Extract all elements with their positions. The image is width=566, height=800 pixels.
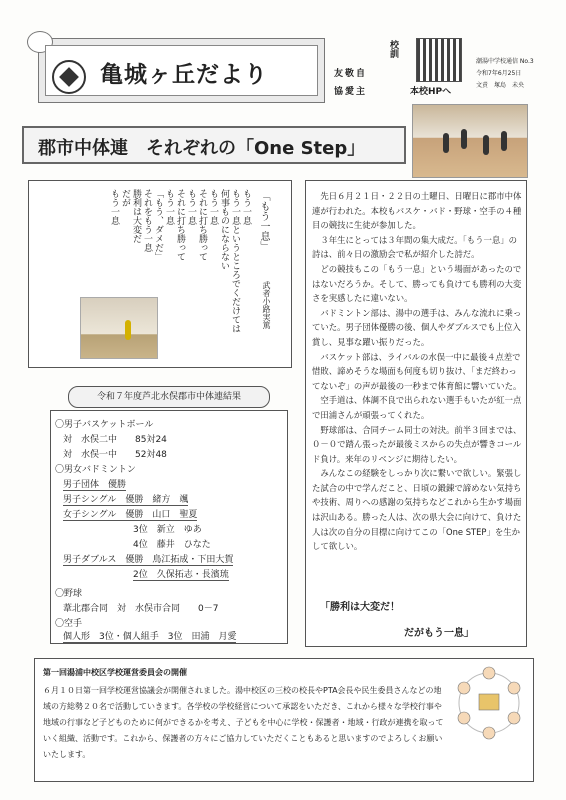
article-paragraph: 先日６月２１日・２２日の土曜日、日曜日に郡市中体連が行われた。本校もバスケ・バド・野球・空手の４種目の競技に生徒が参加した。 [312,191,522,231]
school-motto [334,40,402,100]
closing-quote-1: 「勝利は大変だ！ [320,602,400,613]
article-paragraph: 野球部は、合同チーム同士の対決。前半３回までは、０－０で踏ん張ったが最後ミスからの失点が響きコールド負け。来年のリベンジに期待したい。 [312,424,522,464]
result-line: 〇野球 [55,589,83,599]
article-body [312,189,522,554]
qr-code-icon[interactable] [416,38,462,82]
result-line: 男子シングル 優勝 緒方 颯 [63,492,188,506]
poem-text: もう一息 もう一息というところでくだけては 何事ものにならない もう一息 それに打ち勝って もう一息 それに打ち勝って もう一息 「もう、ダメだ」 それをもう一息 勝利は大変だ だが もう一息 [109,189,251,333]
result-line: 4位 藤井 ひなた [133,540,211,550]
community-circle-illustration [452,666,526,740]
result-line: 〇男子バスケットボール [55,420,154,430]
issue-author: 文責 塚島 未央 [476,82,525,89]
newsletter-title: 亀城ヶ丘だより [100,62,268,88]
article-paragraph: どの競技もこの「もう一息」という場面があったのではないだろうか。そして、勝っても負けても勝利の大変さを実感したに違いない。 [312,263,522,304]
result-line: 対 水俣一中 52対48 [63,450,167,460]
result-line: 〇男女バドミントン [55,465,136,475]
headline: 郡市中体連 それぞれの「One Step」 [38,138,366,159]
motto-label: 校訓 [388,40,398,58]
motto-row-2: 協愛主 [334,87,368,97]
article-box [305,180,527,647]
basketball-photo [412,104,528,178]
result-line: 女子シングル 優勝 山口 聖夏 [63,507,197,521]
school-emblem-icon [52,60,86,94]
poem-box [28,180,292,368]
article-paragraph: バドミントン部は、湯中の選手は、みんな流れに乗っていた。男子団体優勝の後、個人やダブルスでも上位入賞し、見事な躍い振りだった。 [312,307,522,347]
result-line: 個人形 3位・個人組手 3位 田浦 月愛 [63,629,236,643]
result-line: 男子団体 優勝 [63,477,126,491]
notice-title: 第一回湯浦中校区学校運営委員会の開催 [43,668,187,677]
athlete-photo [80,297,158,359]
poem-title: 「もう一息」 [258,191,269,251]
article-paragraph: ３年生にとっては３年間の集大成だ。「もう一息」の詩は、前々日の激励会で私が紹介した詩だ。 [312,234,518,260]
article-paragraph: みんなこの経験をしっかり次に繋いで欲しい。緊張した試合の中で学んだこと、日頃の鍛錬で諦めない気持ちや技術、周りへの感謝の気持ちなどこれから生かす場面は沢山ある。勝った人は、次の県大会に向けて、負けた人は次の自分の目標に向けてこの「One STEP」を生かして欲しい。 [312,468,522,552]
issue-name: 潮湯中学校通信 No.3 [476,58,534,65]
closing-quote-2: だがもう一息」 [404,628,474,639]
result-line: 葦北郡合同 対 水俣市合同 0－7 [63,604,219,614]
motto-row-1: 友敬自 [334,69,368,79]
result-line: 〇空手 [55,619,83,629]
issue-date: 令和7年6月25日 [476,70,522,77]
results-title: 令和７年度芦北水俣郡市中体連結果 [68,386,270,408]
notice-body: ６月１０日第一回学校運営協議会が開催されました。湯中校区の三校の校長やPTA会長や民生委員さんなどの地域の方総勢２０名で活動していきます。各学校の学校経営について承認をいただき、これから様々な学校行事や地域の行事など子どものために何ができるかを考え、子どもを中心に学校・保護者・地域・行政が連携を取っていく組織、活動です。これから、保護者の方々にご協力していただくこともあると思いますのでよろしくお願いいたします。 [43,686,444,759]
poem-author: 武者小路実篤 [262,281,271,329]
results-box [50,410,288,644]
qr-label: 本校HPへ [410,87,452,97]
result-line: 対 水俣二中 85対24 [63,435,167,445]
article-paragraph: バスケット部は、ライバルの水俣一中に最後４点差で惜敗、諦めそうな場面も何度も切り抜け、「まだ終わってないぞ」の声が最後の一秒まで体育館に響いていた。 [312,351,522,391]
article-paragraph: 空手道は、体調不良で出られない選手もいたが紅一点で田浦さんが頑張ってくれた。 [312,395,522,420]
result-line: 男子ダブルス 優勝 鳥江拓成・下田大賀 [63,552,233,566]
result-line: 2位 久保拓志・長濱琉 [133,567,229,581]
headline-banner [22,126,406,164]
result-line: 3位 新立 ゆあ [133,525,202,535]
issue-info [476,56,534,92]
